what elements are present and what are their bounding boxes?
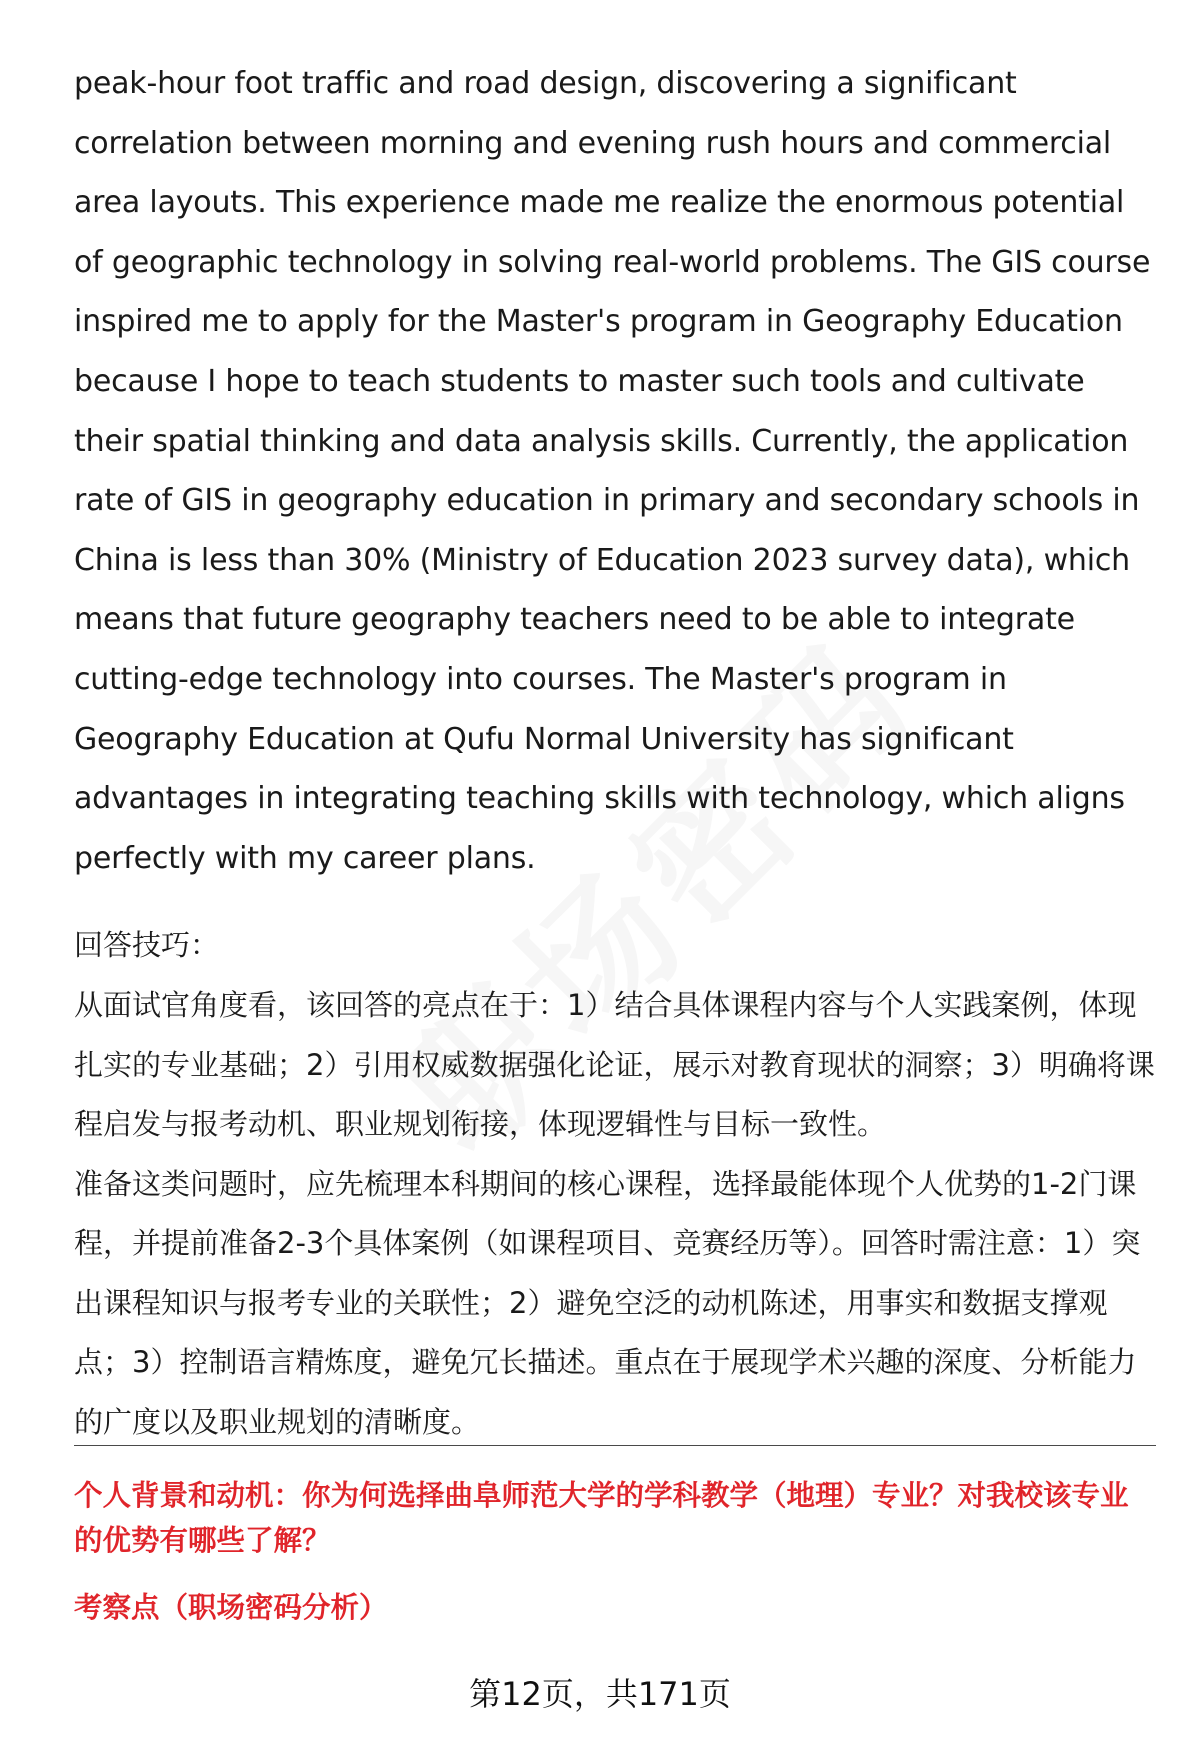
next-question-title: 个人背景和动机：你为何选择曲阜师范大学的学科教学（地理）专业？对我校该专业的优势有哪些了解？: [74, 1479, 1129, 1557]
tips-paragraph-2: 准备这类问题时，应先梳理本科期间的核心课程，选择最能体现个人优势的1-2门课程，并提前准备2-3个具体案例（如课程项目、竞赛经历等）。回答时需注意：1）突出课程知识与报考专业的关联性；2）避免空泛的动机陈述，用事实和数据支撑观点；3）控制语言精炼度，避免冗长描述。重点在于展现学术兴趣的深度、分析能力的广度以及职业规划的清晰度。: [74, 1166, 1141, 1440]
tips-paragraph-1: 从面试官角度看，该回答的亮点在于：1）结合具体课程内容与个人实践案例，体现扎实的专业基础；2）引用权威数据强化论证，展示对教育现状的洞察；3）明确将课程启发与报考动机、职业规划衔接，体现逻辑性与目标一致性。: [74, 987, 1155, 1142]
page-number-footer: 第12页，共171页: [469, 1675, 731, 1713]
answer-paragraph: peak-hour foot traffic and road design, discovering a significant correlation between morning and evening rush hours and commercial area layouts. This experience made me realize the enormous potential of geographic technology in solving real-world problems. The GIS course inspired me to apply for the Master's program in Geography Education because I hope to teach students to master such tools and cultivate their spatial thinking and data analysis skills. Currently, the application rate of GIS in geography education in primary and secondary schools in China is less than 30% (Ministry of Education 2023 survey data), which means that future geography teachers need to be able to integrate cutting-edge technology into courses. The Master's program in Geography Education at Qufu Normal University has significant advantages in integrating teaching skills with technology, which aligns perfectly with my career plans.: [74, 66, 1151, 876]
section-divider: [74, 1445, 1156, 1446]
page-content: [74, 54, 1156, 1453]
tips-heading: 回答技巧：: [74, 928, 220, 963]
answer-tips-section: [74, 916, 1156, 1452]
exam-point-heading: 考察点（职场密码分析）: [74, 1591, 388, 1624]
